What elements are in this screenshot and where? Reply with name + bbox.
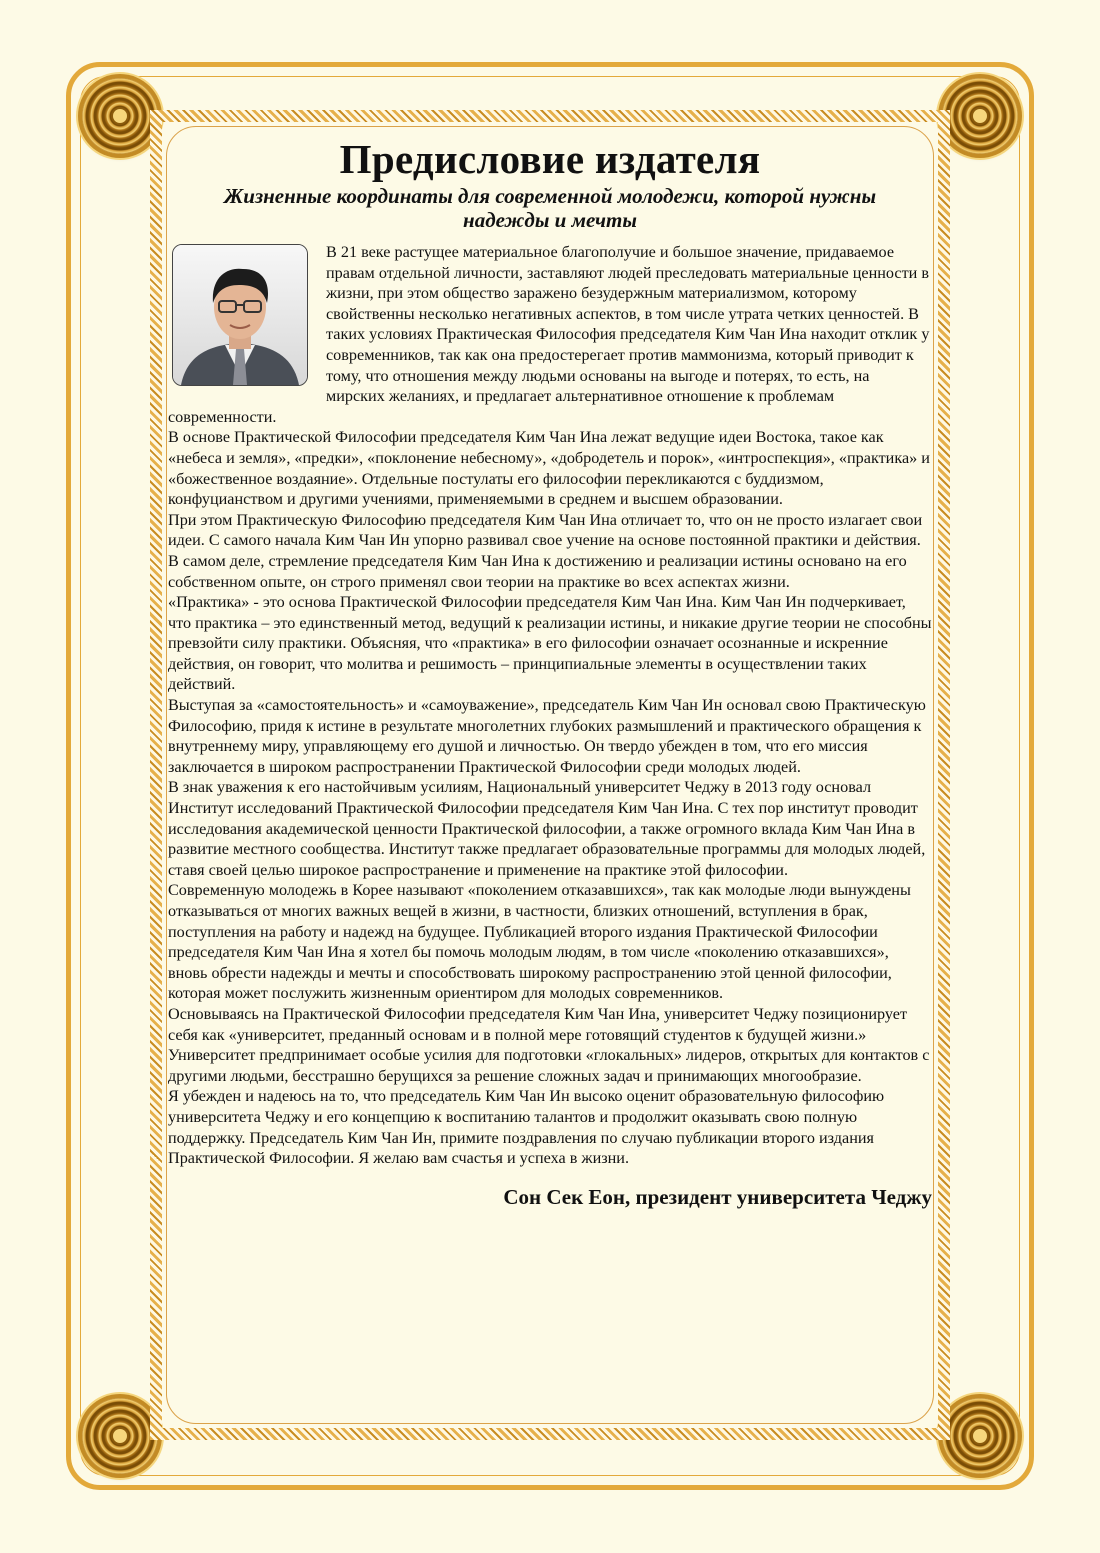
medallion-bottom-right [942, 1398, 1018, 1474]
page-subtitle: Жизненные координаты для современной молодежи, которой нужны надежды и мечты [223, 184, 877, 232]
paragraph-3: При этом Практическую Философию председателя Ким Чан Ина отличает то, что он не просто излагает свои идеи. С самого начала Ким Чан Ин упорно развивал свое учение на основе постоянной практики и действия. В самом деле, стремление председателя Ким Чан Ина к достижению и реализации истины основано на его собственном опыте, он строго применял свои теории на практике во всех аспектах жизни. [168, 510, 923, 591]
content [168, 130, 932, 1210]
medallion-bottom-left [82, 1398, 158, 1474]
paragraph-1: В 21 веке растущее материальное благополучие и большое значение, придаваемое правам отдельной личности, заставляют людей преследовать материальные ценности в жизни, при этом общество заражено безудержным материализмом, которому свойственны несколько негативных аспектов, в том числе утрата четких ценностей. В таких условиях Практическая Философия председателя Ким Чан Ина находит отклик у современников, так как она предостерегает против маммонизма, который приводит к тому, что отношения между людьми основаны на выгоде и потерях, то есть, на мирских желаниях, и предлагает альтернативное отношение к проблемам современности. [168, 243, 930, 426]
paragraph-9: Я убежден и надеюсь на то, что председатель Ким Чан Ин высоко оценит образовательную философию университета Чеджу и его концепцию к воспитанию талантов и продолжит оказывать свою полную поддержку. Председатель Ким Чан Ин, примите поздравления по случаю публикации второго издания Практической Философии. Я желаю вам счастья и успеха в жизни. [168, 1087, 885, 1168]
paragraph-7: Современную молодежь в Корее называют «поколением отказавшихся», так как молодые люди вынуждены отказываться от многих важных вещей в жизни, в частности, близких отношений, вступления в брак, поступления на работу и надежд на будущее. Публикацией второго издания Практической Философии председателя Ким Чан Ина я хотел бы помочь молодым людям, в том числе «поколению отказавшихся», вновь обрести надежды и мечты и способствовать широкому распространению этой ценной философии, которая может послужить жизненным ориентиром для молодых современников. [168, 881, 911, 1003]
paragraph-8: Основываясь на Практической Философии председателя Ким Чан Ина, университет Чеджу позиционирует себя как «университет, преданный основам и в полной мере готовящий студентов к будущей жизни.» Университет предпринимает особые усилия для подготовки «глокальных» лидеров, открытых для контактов с другими людьми, бесстрашно берущихся за решение сложных задач и принимающих многообразие. [168, 1004, 930, 1085]
body-text [168, 242, 932, 1169]
paragraph-6: В знак уважения к его настойчивым усилиям, Национальный университет Чеджу в 2013 году основал Институт исследований Практической Философии председателя Ким Чан Ина. С тех пор институт проводит исследования академической ценности Практической философии, а также огромного вклада Ким Чан Ина в развитие местного сообщества. Институт также предлагает образовательные программы для молодых людей, ставя своей целью широкое распространение и применение на практике этой философии. [168, 778, 926, 879]
paragraph-4: «Практика» - это основа Практической Философии председателя Ким Чан Ина. Ким Чан Ин подчеркивает, что практика – это единственный метод, ведущий к реализации истины, и никакие другие теории не способны превзойти силу практики. Объясняя, что «практика» в его философии означает осознанные и искренние действия, он говорит, что молитва и решимость – принципиальные элементы в осуществлении таких действий. [168, 593, 932, 694]
paragraph-2: В основе Практической Философии председателя Ким Чан Ина лежат ведущие идеи Востока, такое как «небеса и земля», «предки», «поклонение небесному», «добродетель и порок», «интроспекция», «практика» и «божественное воздаяние». Отдельные постулаты его философии перекликаются с буддизмом, конфуцианством и другими учениями, применяемыми в среднем и высшем образовании. [168, 428, 930, 509]
medallion-top-left [82, 78, 158, 154]
paragraph-5: Выступая за «самостоятельность» и «самоуважение», председатель Ким Чан Ин основал свою Практическую Философию, придя к истине в результате многолетних глубоких размышлений и практического обращения к внутреннему миру, управляющему его душой и личностью. Он твердо убежден в том, что его миссия заключается в широком распространении Практической Философии среди молодых людей. [168, 696, 926, 776]
signature: Сон Сек Еон, президент университета Чеджу [503, 1184, 932, 1209]
person-portrait-icon [173, 245, 307, 385]
page-title: Предисловие издателя [339, 136, 761, 182]
author-photo [172, 244, 308, 386]
medallion-top-right [942, 78, 1018, 154]
